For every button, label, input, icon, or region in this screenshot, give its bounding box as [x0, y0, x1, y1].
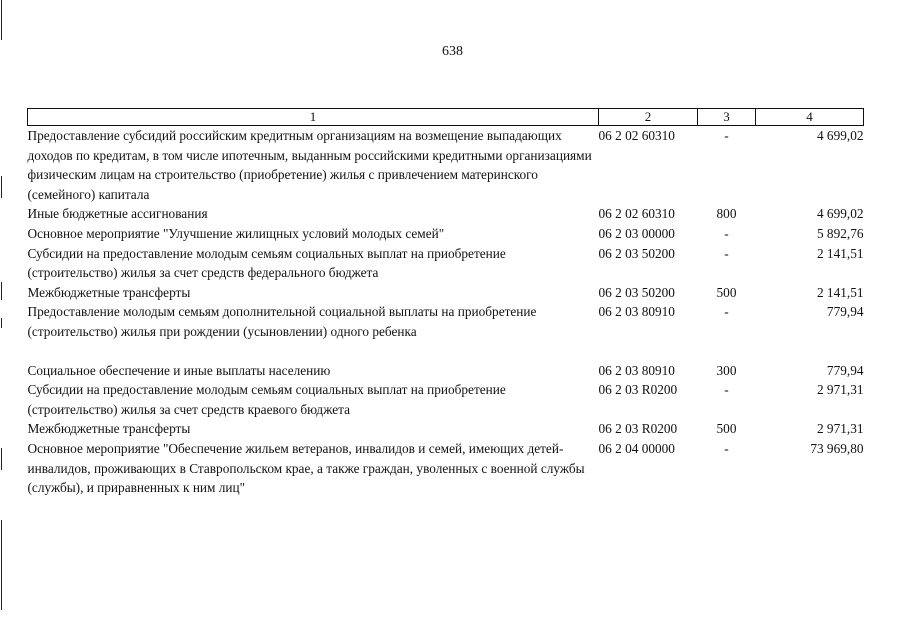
spacer-cell — [28, 342, 864, 361]
page-number: 638 — [442, 44, 463, 59]
margin-scan-line — [1, 282, 2, 300]
header-col-1: 1 — [28, 109, 599, 126]
row-description: Предоставление субсидий российским кредитным организациям на возмещение выпадающих доходов по кредитам, в том числе ипотечным, выданным российскими кредитными организациями физическим лицам на строительство (приобретение) жилья с привлечением материнского (семейного) капитала — [27, 128, 592, 202]
budget-table — [27, 108, 864, 498]
row-type: - — [724, 245, 729, 261]
row-amount: 4 699,02 — [816, 206, 864, 222]
row-code: 06 2 03 50200 — [598, 284, 675, 300]
row-code: 06 2 03 80910 — [598, 362, 675, 378]
row-type: 500 — [716, 421, 737, 437]
row-code: 06 2 02 60310 — [598, 206, 675, 222]
table-row — [28, 283, 864, 303]
table-row — [28, 204, 864, 224]
margin-scan-line — [1, 448, 2, 470]
row-code: 06 2 03 50200 — [598, 245, 675, 261]
header-col-2: 2 — [599, 109, 698, 126]
row-description: Субсидии на предоставление молодым семьям социальных выплат на приобретение (строительство) жилья за счет средств федерального бюджета — [27, 245, 506, 281]
row-amount: 2 971,31 — [816, 382, 864, 398]
row-type: 500 — [716, 284, 737, 300]
table-row — [28, 302, 864, 341]
row-type: 300 — [716, 362, 737, 378]
row-type: 800 — [716, 206, 737, 222]
margin-scan-line — [1, 520, 2, 610]
row-amount: 2 141,51 — [816, 284, 864, 300]
row-amount: 5 892,76 — [816, 225, 864, 241]
margin-scan-line — [1, 318, 2, 328]
row-amount: 73 969,80 — [810, 440, 864, 456]
header-col-4: 4 — [756, 109, 864, 126]
table-row — [28, 244, 864, 283]
row-description: Предоставление молодым семьям дополнительной социальной выплаты на приобретение (строительство) жилья при рождении (усыновлении) одного ребенка — [27, 304, 537, 339]
table-row — [28, 361, 864, 381]
margin-scan-line — [1, 0, 2, 40]
row-amount: 2 971,31 — [816, 421, 864, 437]
row-description: Межбюджетные трансферты — [27, 284, 191, 300]
header-row — [28, 109, 864, 126]
row-code: 06 2 03 80910 — [598, 304, 675, 320]
row-code: 06 2 03 R0200 — [598, 382, 678, 398]
row-code: 06 2 03 00000 — [598, 225, 675, 241]
margin-scan-line — [1, 176, 2, 198]
row-type: - — [724, 225, 729, 241]
row-description: Субсидии на предоставление молодым семьям социальных выплат на приобретение (строительство) жилья за счет средств краевого бюджета — [27, 382, 506, 417]
row-type: - — [724, 128, 729, 143]
row-code: 06 2 02 60310 — [598, 128, 675, 143]
row-type: - — [724, 440, 729, 456]
row-type: - — [724, 382, 729, 398]
row-amount: 779,94 — [826, 304, 864, 320]
row-type: - — [724, 304, 729, 320]
row-description: Основное мероприятие "Обеспечение жильем ветеранов, инвалидов и семей, имеющих детей-инвалидов, проживающих в Ставропольском крае, а также граждан, уволенных с военной службы (службы), и приравненных к ним лиц" — [27, 440, 585, 496]
table-row — [28, 439, 864, 498]
row-code: 06 2 03 R0200 — [598, 421, 678, 437]
table-row — [28, 224, 864, 244]
row-description: Межбюджетные трансферты — [27, 421, 191, 437]
table-row — [28, 126, 864, 205]
table-row — [28, 419, 864, 439]
row-description: Основное мероприятие "Улучшение жилищных условий молодых семей" — [27, 225, 445, 241]
row-amount: 4 699,02 — [816, 128, 864, 143]
header-col-3: 3 — [698, 109, 756, 126]
row-description: Иные бюджетные ассигнования — [27, 206, 208, 222]
row-amount: 779,94 — [826, 362, 864, 378]
row-code: 06 2 04 00000 — [598, 440, 675, 456]
table-row — [28, 380, 864, 419]
row-description: Социальное обеспечение и иные выплаты населению — [27, 362, 331, 378]
row-amount: 2 141,51 — [816, 245, 864, 261]
spacer-row — [28, 342, 864, 361]
